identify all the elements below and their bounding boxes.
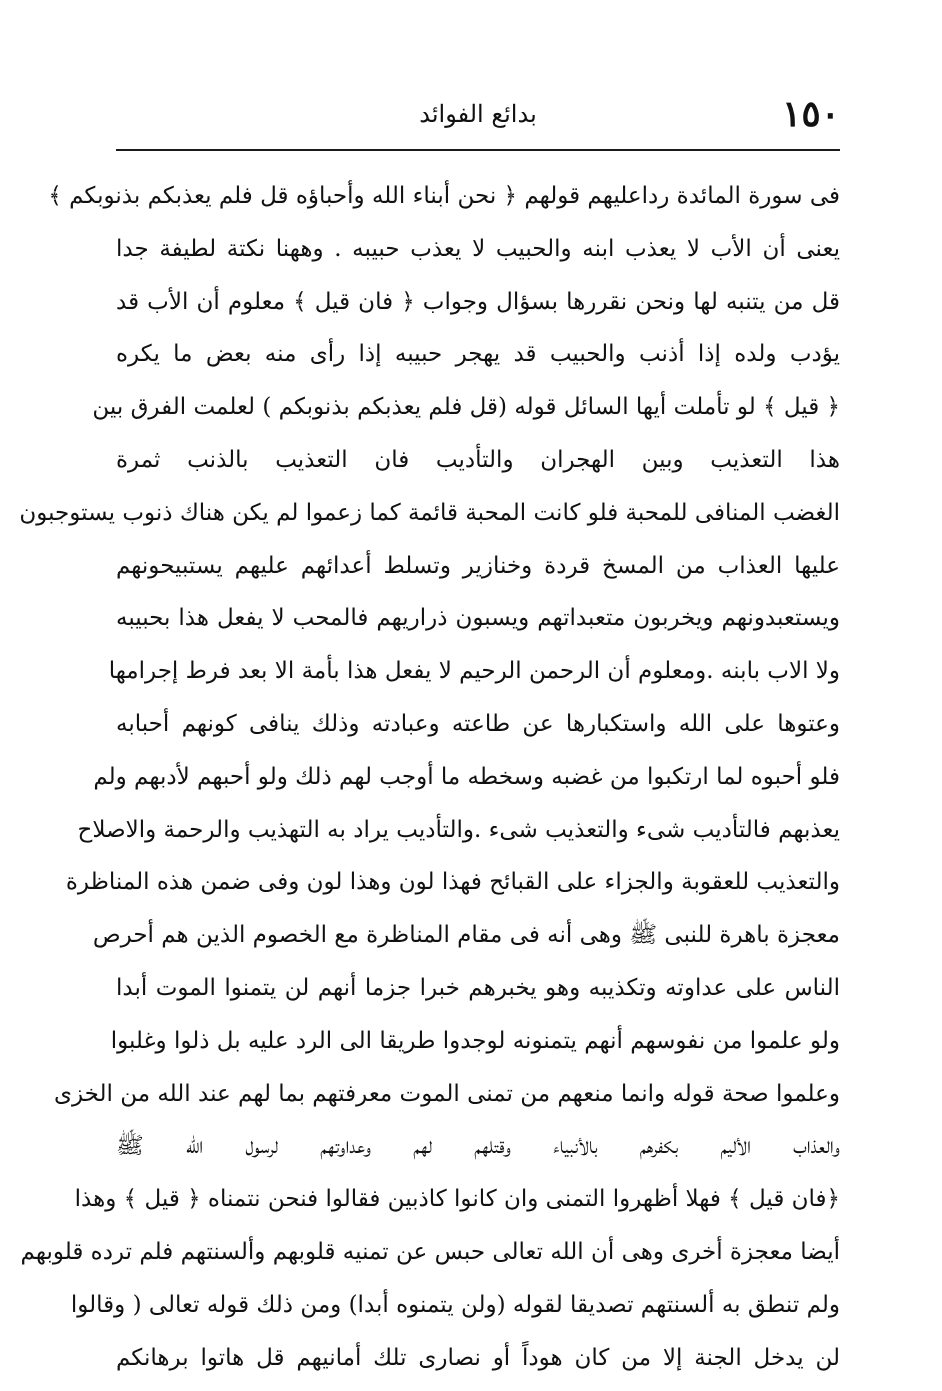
text-line: أيضا معجزة أخرى وهى أن الله تعالى حبس عن تمنيه قلوبهم وألسنتهم فلم ترده قلوبهم bbox=[20, 1238, 840, 1265]
page-header bbox=[116, 92, 840, 138]
text-line: فلو أحبوه لما ارتكبوا من غضبه وسخطه ما أوجب لهم ذلك ولو أحبهم لأدبهم ولم bbox=[93, 763, 840, 790]
text-line: ولو علموا من نفوسهم أنهم يتمنونه لوجدوا طريقا الى الرد عليه بل ذلوا وغلبوا bbox=[110, 1027, 840, 1054]
text-line: فى سورة المائدة رداعليهم قولهم ﴿ نحن أبناء الله وأحباؤه قل فلم يعذبكم بذنوبكم ﴾ bbox=[48, 183, 840, 209]
text-line: يؤدب ولده إذا أذنب والحبيب قد يهجر حبيبه إذا رأى منه بعض ما يكره bbox=[116, 341, 840, 368]
text-line: معجزة باهرة للنبى ﷺ وهى أنه فى مقام المناظرة مع الخصوم الذين هم أحرص bbox=[92, 922, 840, 949]
text-line: والعذاب الأليم بكفرهم بالأنبياء وقتلهم لهم وعداوتهم لرسول الله ﷺ bbox=[116, 1133, 840, 1160]
text-line: الغضب المنافى للمحبة فلو كانت المحبة قائمة كما زعموا لم يكن هناك ذنوب يستوجبون bbox=[19, 499, 840, 526]
text-line: وعلموا صحة قوله وانما منعهم من تمنى الموت معرفتهم بما لهم عند الله من الخزى bbox=[53, 1080, 840, 1107]
text-line: ولم تنطق به ألسنتهم تصديقا لقوله (ولن يتمنوه أبدا) ومن ذلك قوله تعالى ( وقالوا bbox=[70, 1291, 840, 1318]
body-text bbox=[19, 170, 840, 1384]
header-rule bbox=[116, 149, 840, 151]
text-line: وعتوها على الله واستكبارها عن طاعته وعبادته وذلك ينافى كونهم أحبابه bbox=[116, 710, 840, 737]
running-title: بدائع الفوائد bbox=[419, 100, 537, 128]
text-line: ﴿فان قيل ﴾ فهلا أظهروا التمنى وان كانوا كاذبين فقالوا فنحن نتمناه ﴿ قيل ﴾ وهذا bbox=[74, 1186, 840, 1213]
text-line: قل من يتنبه لها ونحن نقررها بسؤال وجواب ﴿ فان قيل ﴾ معلوم أن الأب قد bbox=[116, 288, 840, 315]
text-line: والتعذيب للعقوبة والجزاء على القبائح فهذا لون وهذا لون وفى ضمن هذه المناظرة bbox=[65, 869, 840, 896]
text-line: الناس على عداوته وتكذيبه وهو يخبرهم خبرا جزما أنهم لن يتمنوا الموت أبدا bbox=[116, 974, 840, 1001]
text-line: هذا التعذيب وبين الهجران والتأديب فان التعذيب بالذنب ثمرة bbox=[116, 446, 840, 473]
text-line: ﴿ قيل ﴾ لو تأملت أيها السائل قوله (قل فلم يعذبكم بذنوبكم ) لعلمت الفرق بين bbox=[92, 394, 840, 421]
text-line: يعنى أن الأب لا يعذب ابنه والحبيب لا يعذب حبيبه . وههنا نكتة لطيفة جدا bbox=[116, 235, 840, 262]
text-line: يعذبهم فالتأديب شىء والتعذيب شىء .والتأديب يراد به التهذيب والرحمة والاصلاح bbox=[77, 816, 840, 843]
page-number: ١٥٠ bbox=[781, 93, 840, 135]
text-line: ويستعبدونهم ويخربون متعبداتهم ويسبون ذراريهم فالمحب لا يفعل هذا بحبيبه bbox=[116, 605, 840, 632]
text-line: عليها العذاب من المسخ قردة وخنازير وتسلط أعدائهم عليهم يستبيحونهم bbox=[116, 552, 840, 579]
text-line: لن يدخل الجنة إلا من كان هوداً أو نصارى تلك أمانيهم قل هاتوا برهانكم bbox=[116, 1344, 840, 1371]
text-line: ولا الاب بابنه .ومعلوم أن الرحمن الرحيم لا يفعل هذا بأمة الا بعد فرط إجرامها bbox=[108, 658, 840, 685]
